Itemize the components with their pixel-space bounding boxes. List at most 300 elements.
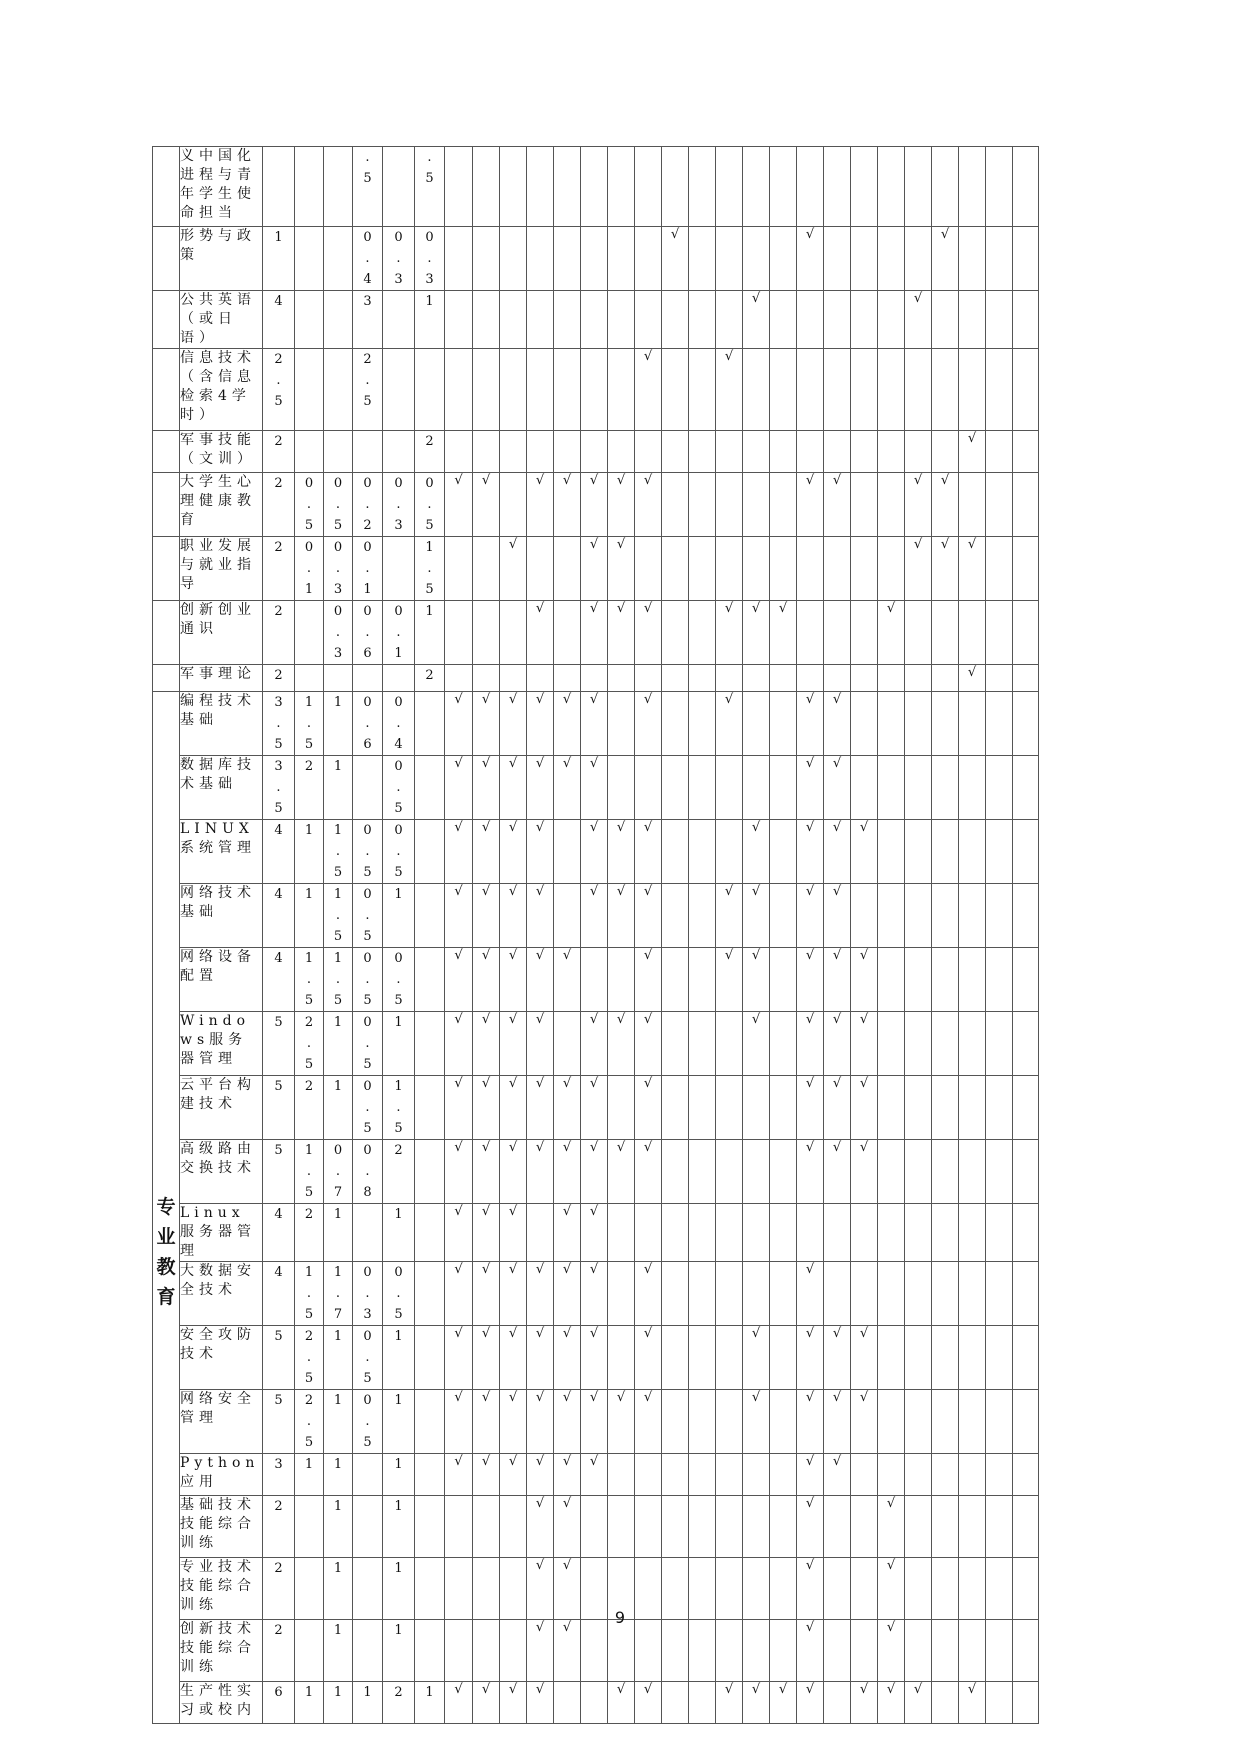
objective-cell (581, 227, 608, 291)
objective-cell (1013, 665, 1039, 692)
check-mark: √ (554, 1496, 581, 1558)
table-row (153, 1496, 1039, 1558)
credit-cell: 0 . 5 (353, 884, 383, 948)
objective-cell (689, 349, 716, 431)
objective-cell (1013, 1454, 1039, 1496)
objective-cell (932, 1012, 959, 1076)
check-mark: √ (824, 1454, 851, 1496)
objective-cell (581, 147, 608, 227)
credit-cell (295, 291, 324, 349)
check-mark: √ (635, 601, 662, 665)
credit-cell (353, 1204, 383, 1262)
objective-cell (986, 1620, 1013, 1682)
credit-cell (415, 1012, 445, 1076)
objective-cell (635, 431, 662, 473)
objective-cell (851, 884, 878, 948)
objective-cell (473, 537, 500, 601)
credit-cell (263, 147, 295, 227)
objective-cell (959, 601, 986, 665)
credit-cell: 5 (263, 1076, 295, 1140)
objective-cell (797, 537, 824, 601)
credit-cell: 0 . 6 (353, 692, 383, 756)
objective-cell (1013, 601, 1039, 665)
objective-cell (445, 665, 473, 692)
credit-cell: 1 (324, 1076, 353, 1140)
credit-cell: 2 (383, 1140, 415, 1204)
check-mark: √ (554, 473, 581, 537)
objective-cell (635, 1496, 662, 1558)
objective-cell (527, 665, 554, 692)
objective-cell (689, 1620, 716, 1682)
objective-cell (878, 665, 905, 692)
objective-cell (770, 665, 797, 692)
objective-cell (500, 227, 527, 291)
credit-cell (415, 756, 445, 820)
objective-cell (662, 692, 689, 756)
credit-cell: 0 . 5 (383, 1262, 415, 1326)
check-mark: √ (527, 756, 554, 820)
objective-cell (608, 147, 635, 227)
objective-cell (932, 1076, 959, 1140)
check-mark: √ (500, 1454, 527, 1496)
course-name: 形势与政策 (180, 227, 263, 291)
objective-cell (1013, 147, 1039, 227)
objective-cell (716, 1620, 743, 1682)
objective-cell (445, 431, 473, 473)
credit-cell: 1 (383, 1204, 415, 1262)
table-row (153, 1620, 1039, 1682)
credit-cell: 2 (263, 1558, 295, 1620)
credit-cell (415, 692, 445, 756)
objective-cell (662, 1390, 689, 1454)
table-row (153, 665, 1039, 692)
objective-cell (1013, 291, 1039, 349)
category-cell (153, 227, 180, 291)
credit-cell: 1 (324, 1204, 353, 1262)
objective-cell (986, 1204, 1013, 1262)
page-number: 9 (614, 1608, 626, 1627)
objective-cell (608, 1262, 635, 1326)
objective-cell (554, 291, 581, 349)
objective-cell (500, 349, 527, 431)
check-mark: √ (959, 1682, 986, 1724)
course-name: 云平台构建技术 (180, 1076, 263, 1140)
objective-cell (1013, 1204, 1039, 1262)
objective-cell (662, 1496, 689, 1558)
objective-cell (824, 1620, 851, 1682)
check-mark: √ (581, 1140, 608, 1204)
check-mark: √ (797, 473, 824, 537)
course-name: 网络设备配置 (180, 948, 263, 1012)
objective-cell (905, 227, 932, 291)
credit-cell: 1 (383, 1496, 415, 1558)
objective-cell (1013, 1682, 1039, 1724)
objective-cell (716, 1262, 743, 1326)
objective-cell (824, 291, 851, 349)
check-mark: √ (527, 948, 554, 1012)
credit-cell: 1 (415, 291, 445, 349)
objective-cell (851, 349, 878, 431)
credit-cell (415, 1620, 445, 1682)
check-mark: √ (851, 948, 878, 1012)
check-mark: √ (527, 1620, 554, 1682)
objective-cell (851, 537, 878, 601)
objective-cell (608, 665, 635, 692)
credit-cell: 1 (383, 1558, 415, 1620)
check-mark: √ (824, 756, 851, 820)
objective-cell (932, 349, 959, 431)
course-name: 大数据安全技术 (180, 1262, 263, 1326)
check-mark: √ (554, 948, 581, 1012)
check-mark: √ (635, 820, 662, 884)
check-mark: √ (445, 692, 473, 756)
objective-cell (743, 1620, 770, 1682)
objective-cell (743, 692, 770, 756)
credit-cell: 1 . 5 (295, 1140, 324, 1204)
objective-cell (716, 1012, 743, 1076)
check-mark: √ (581, 884, 608, 948)
check-mark: √ (500, 884, 527, 948)
objective-cell (878, 291, 905, 349)
credit-cell (295, 431, 324, 473)
check-mark: √ (635, 349, 662, 431)
objective-cell (878, 1140, 905, 1204)
objective-cell (878, 692, 905, 756)
check-mark: √ (527, 1496, 554, 1558)
objective-cell (635, 1454, 662, 1496)
objective-cell (743, 756, 770, 820)
objective-cell (689, 1496, 716, 1558)
objective-cell (851, 692, 878, 756)
credit-cell: 1 . 5 (415, 537, 445, 601)
table-row (153, 1262, 1039, 1326)
check-mark: √ (851, 1326, 878, 1390)
objective-cell (662, 473, 689, 537)
credit-cell (353, 1620, 383, 1682)
objective-cell (1013, 756, 1039, 820)
check-mark: √ (500, 692, 527, 756)
objective-cell (986, 227, 1013, 291)
objective-cell (689, 820, 716, 884)
objective-cell (986, 537, 1013, 601)
credit-cell: 1 . 5 (295, 948, 324, 1012)
objective-cell (689, 665, 716, 692)
credit-cell: 1 (353, 1682, 383, 1724)
check-mark: √ (581, 1262, 608, 1326)
objective-cell (932, 601, 959, 665)
category-cell (153, 665, 180, 692)
objective-cell (851, 601, 878, 665)
objective-cell (770, 349, 797, 431)
objective-cell (716, 1204, 743, 1262)
objective-cell (959, 349, 986, 431)
credit-cell (415, 948, 445, 1012)
credit-cell: 1 (324, 1496, 353, 1558)
objective-cell (1013, 948, 1039, 1012)
objective-cell (662, 1454, 689, 1496)
credit-cell: 0 . 5 (415, 473, 445, 537)
objective-cell (959, 1496, 986, 1558)
objective-cell (1013, 1620, 1039, 1682)
credit-cell: 1 . 5 (295, 692, 324, 756)
objective-cell (932, 1204, 959, 1262)
objective-cell (959, 1620, 986, 1682)
check-mark: √ (824, 948, 851, 1012)
check-mark: √ (445, 1682, 473, 1724)
objective-cell (608, 227, 635, 291)
objective-cell (959, 1204, 986, 1262)
check-mark: √ (743, 884, 770, 948)
objective-cell (824, 1496, 851, 1558)
objective-cell (878, 884, 905, 948)
credit-cell (295, 1496, 324, 1558)
objective-cell (608, 948, 635, 1012)
check-mark: √ (797, 1140, 824, 1204)
objective-cell (824, 665, 851, 692)
check-mark: √ (959, 537, 986, 601)
credit-cell: 0 . 3 (383, 227, 415, 291)
objective-cell (445, 349, 473, 431)
check-mark: √ (743, 1012, 770, 1076)
credit-cell: 6 (263, 1682, 295, 1724)
credit-cell: 0 . 5 (353, 948, 383, 1012)
credit-cell: 1 . 5 (324, 884, 353, 948)
objective-cell (770, 1390, 797, 1454)
check-mark: √ (797, 1390, 824, 1454)
table-row (153, 227, 1039, 291)
objective-cell (905, 820, 932, 884)
objective-cell (662, 820, 689, 884)
objective-cell (932, 692, 959, 756)
objective-cell (662, 1140, 689, 1204)
objective-cell (689, 756, 716, 820)
objective-cell (743, 1496, 770, 1558)
check-mark: √ (473, 1682, 500, 1724)
table-row (153, 349, 1039, 431)
objective-cell (581, 349, 608, 431)
objective-cell (581, 948, 608, 1012)
objective-cell (662, 1204, 689, 1262)
check-mark: √ (716, 692, 743, 756)
objective-cell (500, 665, 527, 692)
check-mark: √ (473, 1204, 500, 1262)
objective-cell (905, 948, 932, 1012)
objective-cell (473, 349, 500, 431)
credit-cell: 1 (383, 1012, 415, 1076)
objective-cell (986, 349, 1013, 431)
objective-cell (986, 1076, 1013, 1140)
category-cell (153, 601, 180, 665)
credit-cell: 0 . 5 (353, 1012, 383, 1076)
credit-cell: 0 . 5 (383, 820, 415, 884)
objective-cell (905, 1012, 932, 1076)
category-cell (153, 473, 180, 537)
check-mark: √ (581, 1454, 608, 1496)
credit-cell: 1 (324, 1454, 353, 1496)
credit-cell: 1 (324, 1620, 353, 1682)
objective-cell (1013, 1496, 1039, 1558)
check-mark: √ (608, 601, 635, 665)
objective-cell (851, 756, 878, 820)
check-mark: √ (797, 1076, 824, 1140)
check-mark: √ (473, 884, 500, 948)
objective-cell (986, 291, 1013, 349)
objective-cell (932, 820, 959, 884)
check-mark: √ (878, 1682, 905, 1724)
objective-cell (473, 1496, 500, 1558)
check-mark: √ (473, 1390, 500, 1454)
objective-cell (554, 820, 581, 884)
check-mark: √ (473, 692, 500, 756)
objective-cell (932, 431, 959, 473)
credit-cell: 1 . 5 (324, 820, 353, 884)
objective-cell (986, 692, 1013, 756)
objective-cell (932, 1620, 959, 1682)
table-row (153, 1390, 1039, 1454)
objective-cell (905, 1496, 932, 1558)
check-mark: √ (527, 1012, 554, 1076)
check-mark: √ (554, 1558, 581, 1620)
objective-cell (527, 291, 554, 349)
category-cell (153, 291, 180, 349)
course-name: 义中国化进程与青年学生使命担当 (180, 147, 263, 227)
objective-cell (851, 1454, 878, 1496)
objective-cell (878, 948, 905, 1012)
credit-cell: 5 (263, 1012, 295, 1076)
check-mark: √ (635, 884, 662, 948)
course-name: 安全攻防技术 (180, 1326, 263, 1390)
credit-cell (324, 431, 353, 473)
check-mark: √ (554, 1076, 581, 1140)
credit-cell: 1 (324, 1326, 353, 1390)
credit-cell: 2 (383, 1682, 415, 1724)
check-mark: √ (851, 1682, 878, 1724)
credit-cell: 4 (263, 948, 295, 1012)
objective-cell (959, 1140, 986, 1204)
check-mark: √ (851, 1076, 878, 1140)
course-name: 大学生心理健康教育 (180, 473, 263, 537)
credit-cell: 1 (324, 1558, 353, 1620)
objective-cell (824, 227, 851, 291)
objective-cell (689, 227, 716, 291)
check-mark: √ (716, 349, 743, 431)
category-cell (153, 431, 180, 473)
credit-cell (324, 147, 353, 227)
credit-cell: 0 . 8 (353, 1140, 383, 1204)
objective-cell (770, 692, 797, 756)
objective-cell (959, 884, 986, 948)
check-mark: √ (473, 1326, 500, 1390)
check-mark: √ (851, 820, 878, 884)
credit-cell (415, 1262, 445, 1326)
credit-cell: 2 . 5 (353, 349, 383, 431)
course-name: 基础技术技能综合训练 (180, 1496, 263, 1558)
check-mark: √ (527, 1558, 554, 1620)
objective-cell (905, 349, 932, 431)
objective-cell (554, 431, 581, 473)
objective-cell (662, 291, 689, 349)
credit-cell (295, 147, 324, 227)
objective-cell (608, 1076, 635, 1140)
credit-cell: 0 . 1 (353, 537, 383, 601)
objective-cell (500, 1496, 527, 1558)
credit-cell: 0 . 3 (415, 227, 445, 291)
check-mark: √ (635, 1140, 662, 1204)
check-mark: √ (445, 1204, 473, 1262)
check-mark: √ (635, 1682, 662, 1724)
check-mark: √ (824, 884, 851, 948)
objective-cell (851, 665, 878, 692)
objective-cell (986, 1390, 1013, 1454)
objective-cell (743, 537, 770, 601)
credit-cell: 2 (263, 537, 295, 601)
check-mark: √ (797, 1620, 824, 1682)
objective-cell (581, 1682, 608, 1724)
check-mark: √ (635, 1390, 662, 1454)
objective-cell (770, 147, 797, 227)
objective-cell (959, 1326, 986, 1390)
check-mark: √ (500, 537, 527, 601)
objective-cell (1013, 1390, 1039, 1454)
credit-cell (295, 1620, 324, 1682)
check-mark: √ (743, 1682, 770, 1724)
credit-cell (415, 1140, 445, 1204)
check-mark: √ (445, 1390, 473, 1454)
objective-cell (878, 537, 905, 601)
table-row (153, 537, 1039, 601)
check-mark: √ (608, 820, 635, 884)
objective-cell (770, 537, 797, 601)
objective-cell (445, 1620, 473, 1682)
course-name: Linux服务器管理 (180, 1204, 263, 1262)
objective-cell (743, 665, 770, 692)
check-mark: √ (824, 473, 851, 537)
objective-cell (608, 1496, 635, 1558)
objective-cell (635, 756, 662, 820)
course-name: 数据库技术基础 (180, 756, 263, 820)
check-mark: √ (662, 227, 689, 291)
credit-cell: 1 (324, 756, 353, 820)
category-cell (153, 537, 180, 601)
objective-cell (851, 1620, 878, 1682)
objective-cell (797, 1204, 824, 1262)
credit-cell: 0 . 5 (383, 756, 415, 820)
objective-cell (689, 1076, 716, 1140)
objective-cell (581, 1620, 608, 1682)
credit-cell: 2 (295, 756, 324, 820)
credit-cell: 1 (324, 692, 353, 756)
credit-cell: 3 . 5 (263, 756, 295, 820)
credit-cell: 1 (324, 1012, 353, 1076)
objective-cell (662, 665, 689, 692)
check-mark: √ (824, 820, 851, 884)
objective-cell (716, 147, 743, 227)
credit-cell (415, 349, 445, 431)
credit-cell: 5 (263, 1140, 295, 1204)
objective-cell (770, 1454, 797, 1496)
check-mark: √ (581, 537, 608, 601)
credit-cell: 0 . 2 (353, 473, 383, 537)
objective-cell (932, 1140, 959, 1204)
credit-cell: 1 (383, 1326, 415, 1390)
objective-cell (959, 692, 986, 756)
objective-cell (635, 1204, 662, 1262)
objective-cell (716, 1496, 743, 1558)
objective-cell (445, 227, 473, 291)
objective-cell (959, 1454, 986, 1496)
credit-cell: 1 (415, 601, 445, 665)
objective-cell (770, 227, 797, 291)
